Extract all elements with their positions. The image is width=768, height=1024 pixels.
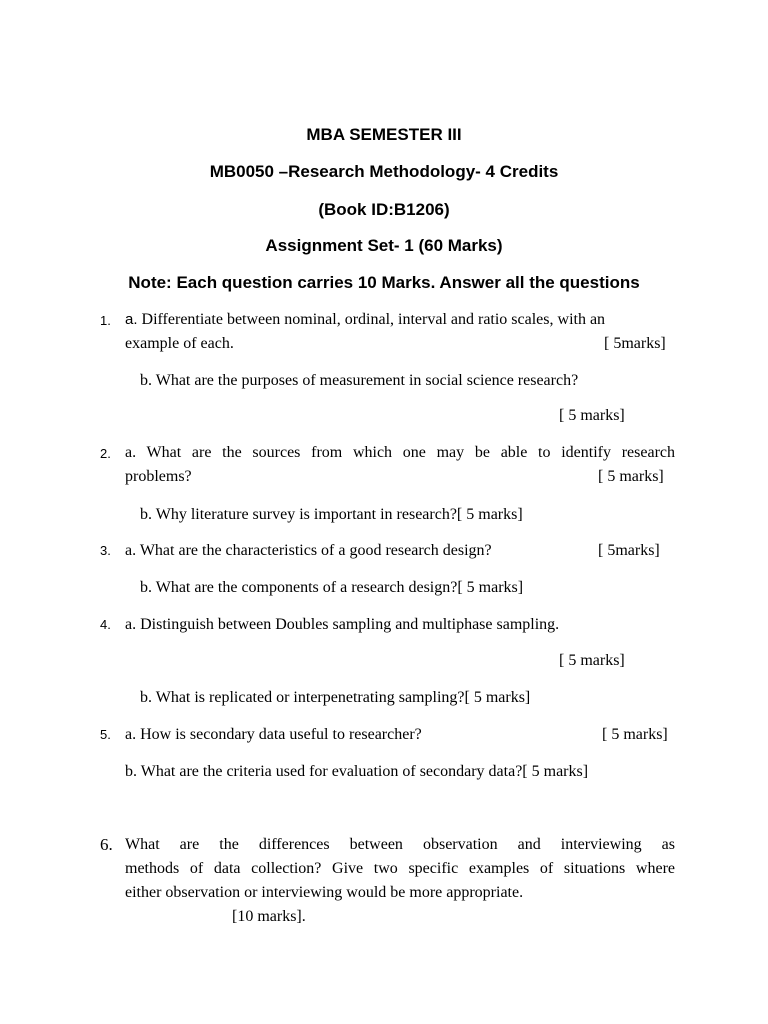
question-number: 4. <box>100 617 111 632</box>
question-1a-marks: [ 5marks] <box>604 335 666 352</box>
question-number: 5. <box>100 727 111 742</box>
question-number: 6. <box>100 835 113 854</box>
question-6-line2: methods of data collection? Give two specific examples of situations where <box>125 860 675 877</box>
question-5b-text: b. What are the criteria used for evaluation of secondary data?[ 5 marks] <box>125 763 589 780</box>
question-6-marks: [10 marks]. <box>232 908 306 925</box>
question-1a-line2: example of each. <box>125 335 234 352</box>
question-5a-marks: [ 5 marks] <box>602 726 668 743</box>
question-2a-line1: a. What are the sources from which one may be able to identify research <box>125 444 675 461</box>
question-2a-marks: [ 5 marks] <box>598 468 664 485</box>
question-3a-text: a. What are the characteristics of a good research design? <box>125 542 492 559</box>
semester-heading: MBA SEMESTER III <box>306 125 462 144</box>
question-6-line3: either observation or interviewing would be more appropriate. <box>125 884 524 901</box>
question-4a-marks: [ 5 marks] <box>559 652 625 669</box>
question-2a-line2: problems? <box>125 468 192 485</box>
question-3b-text: b. What are the components of a research design?[ 5 marks] <box>140 579 524 596</box>
question-2b-text: b. Why literature survey is important in research?[ 5 marks] <box>140 506 523 523</box>
question-number: 3. <box>100 543 111 558</box>
question-3a-marks: [ 5marks] <box>598 542 660 559</box>
question-5a-text: a. How is secondary data useful to researcher? <box>125 726 422 743</box>
question-4a-text: a. Distinguish between Doubles sampling and multiphase sampling. <box>125 616 560 633</box>
question-1b-text: b. What are the purposes of measurement in social science research? <box>140 372 579 389</box>
question-6-line1: What are the differences between observation and interviewing as <box>125 836 675 853</box>
book-id-heading: (Book ID:B1206) <box>318 200 450 219</box>
question-1a-line1 <box>125 309 676 331</box>
question-1b-marks: [ 5 marks] <box>559 407 625 424</box>
note-heading: Note: Each question carries 10 Marks. Answer all the questions <box>128 273 640 292</box>
question-number: 1. <box>100 313 111 328</box>
question-number: 2. <box>100 446 111 461</box>
question-1a-text: Differentiate between nominal, ordinal, interval and ratio scales, with an <box>137 311 606 328</box>
assignment-heading: Assignment Set- 1 (60 Marks) <box>265 236 503 255</box>
course-heading: MB0050 –Research Methodology- 4 Credits <box>209 162 559 181</box>
question-1a-prefix: a. <box>125 311 138 328</box>
question-4b-text: b. What is replicated or interpenetrating sampling?[ 5 marks] <box>140 689 531 706</box>
